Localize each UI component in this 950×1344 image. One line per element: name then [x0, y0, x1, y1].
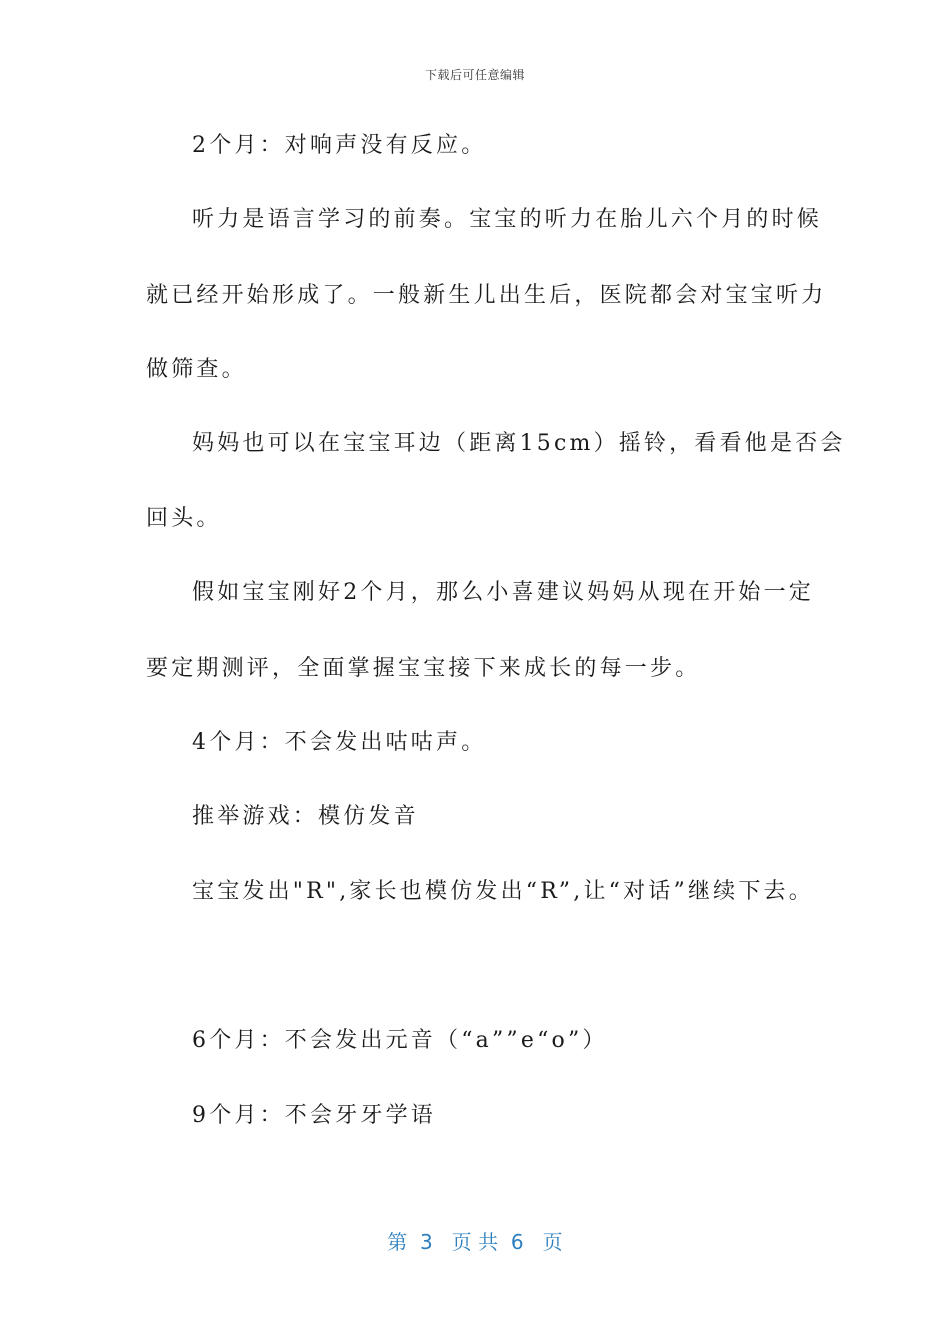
- paragraph-line: 回头。: [146, 506, 222, 531]
- paragraph-line: 妈妈也可以在宝宝耳边（距离15cm）摇铃，看看他是否会: [192, 431, 846, 456]
- paragraph-line: 推举游戏：模仿发音: [192, 804, 419, 829]
- paragraph-line: 6个月：不会发出元音（“a””e“o”）: [192, 1028, 608, 1053]
- paragraph-line: 9个月：不会牙牙学语: [192, 1103, 436, 1128]
- paragraph-line: 要定期测评，全面掌握宝宝接下来成长的每一步。: [146, 656, 701, 681]
- paragraph-line: 4个月：不会发出咕咕声。: [192, 730, 487, 755]
- page-header: 下载后可任意编辑: [424, 68, 525, 82]
- paragraph-line: 做筛查。: [146, 357, 247, 382]
- paragraph-line: 2个月：对响声没有反应。: [192, 133, 487, 158]
- paragraph-line: 假如宝宝刚好2个月，那么小喜建议妈妈从现在开始一定: [192, 580, 814, 605]
- paragraph-line: 就已经开始形成了。一般新生儿出生后，医院都会对宝宝听力: [146, 283, 827, 308]
- page-number-footer: 第 3 页 共 6 页: [387, 1230, 563, 1254]
- paragraph-line: 听力是语言学习的前奏。宝宝的听力在胎儿六个月的时候: [192, 207, 823, 232]
- paragraph-line: 宝宝发出"R",家长也模仿发出“R”,让“对话”继续下去。: [192, 879, 814, 904]
